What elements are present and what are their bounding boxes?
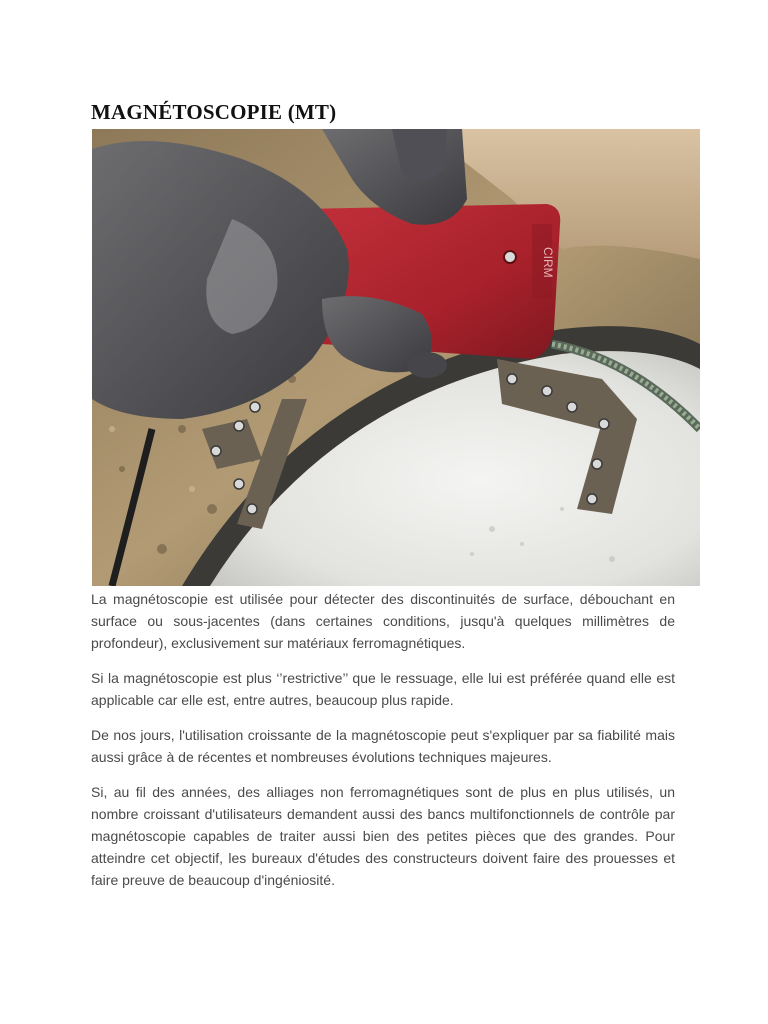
inspection-photo xyxy=(92,129,700,586)
page-title: MAGNÉTOSCOPIE (MT) xyxy=(91,100,337,125)
paragraph-3: De nos jours, l'utilisation croissante de la magnétoscopie peut s'expliquer par sa fiabilité mais aussi grâce à de récentes et nombreuses évolutions techniques majeures. xyxy=(91,727,675,765)
paragraph-4: Si, au fil des années, des alliages non ferromagnétiques sont de plus en plus utilisés, un nombre croissant d'utilisateurs demandent aussi des bancs multifonctionnels de contrôle par magnétoscopie capables de traiter aussi bien des petites pièces que des grandes. Pour atteindre cet objectif, les bureaux d'études des constructeurs doivent faire des prouesses et faire preuve de beaucoup d'ingéniosité. xyxy=(91,784,675,888)
paragraph-2: Si la magnétoscopie est plus ‘’restrictive’’ que le ressuage, elle lui est préférée quand elle est applicable car elle est, entre autres, beaucoup plus rapide. xyxy=(91,670,675,708)
article-body xyxy=(91,588,675,904)
paragraph-1: La magnétoscopie est utilisée pour détecter des discontinuités de surface, débouchant en surface ou sous-jacentes (dans certaines conditions, jusqu'à quelques millimètres de profondeur), exclusivement sur matériaux ferromagnétiques. xyxy=(91,591,675,651)
tool-marking: CIRM xyxy=(541,247,555,278)
